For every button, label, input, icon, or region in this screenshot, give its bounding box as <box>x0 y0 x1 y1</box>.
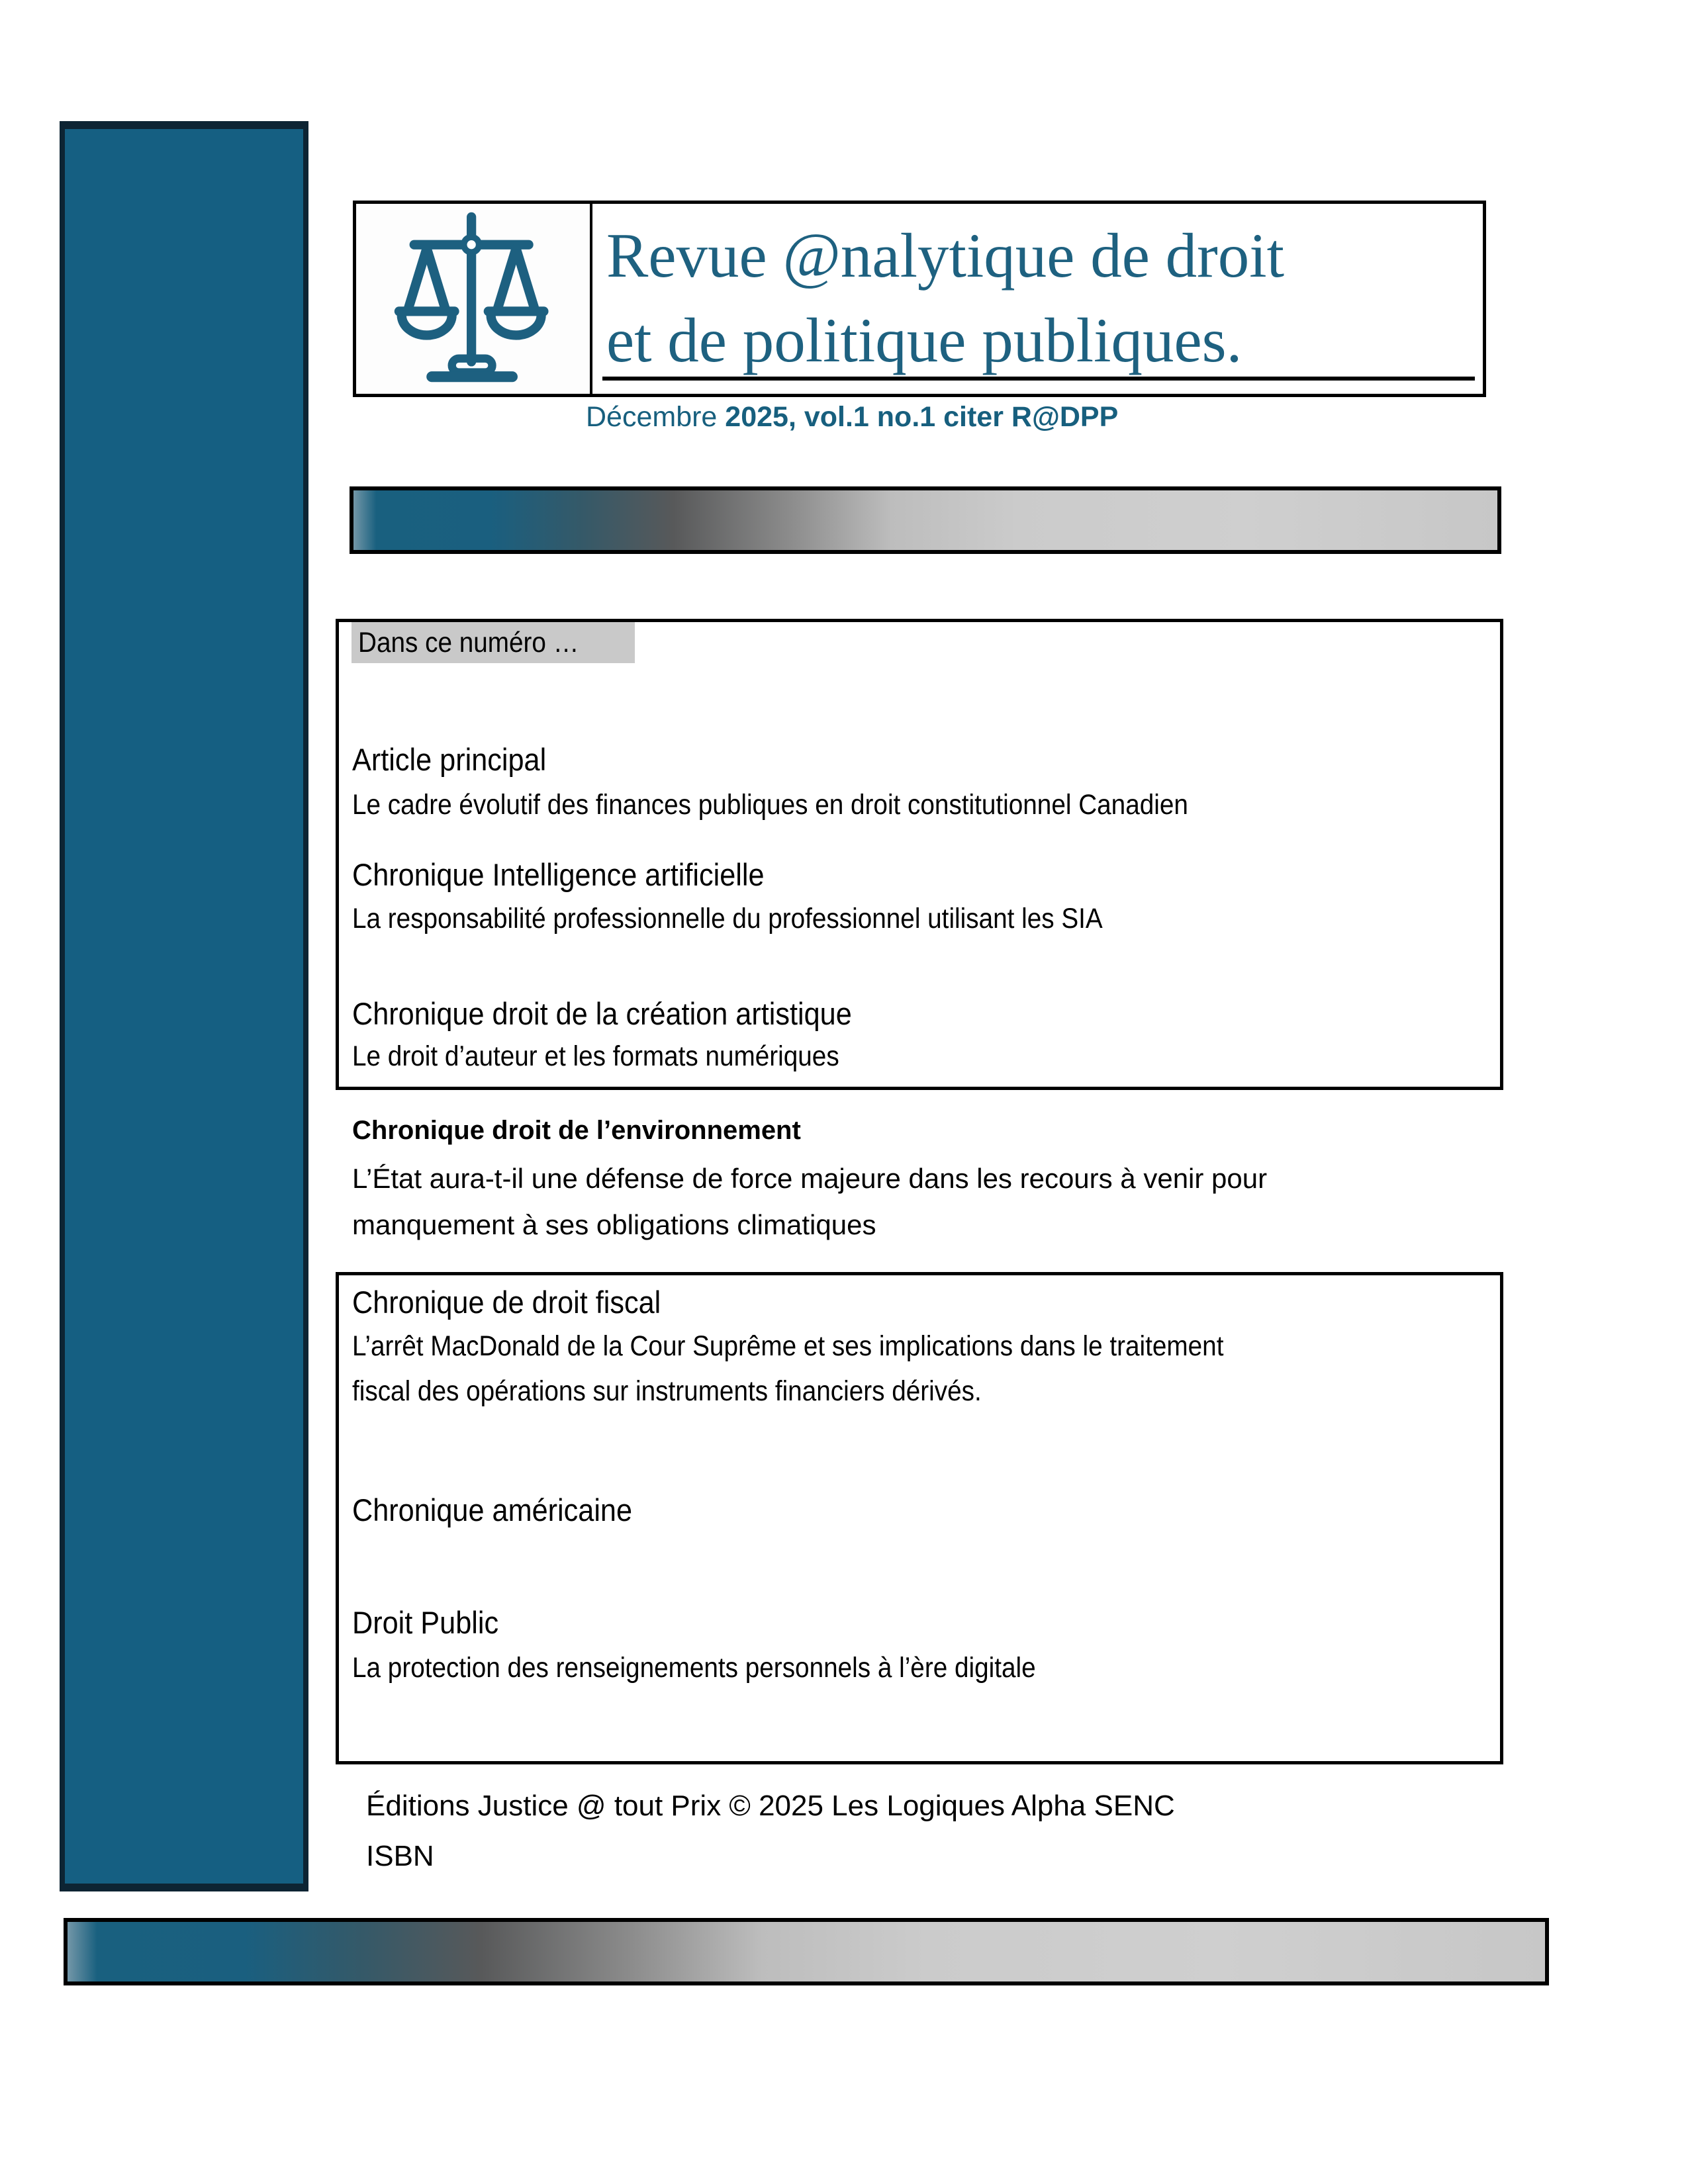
subtitle-article-principal: Le cadre évolutif des finances publiques en droit constitutionnel Canadien <box>352 789 1188 821</box>
journal-title <box>606 213 1477 383</box>
title-underline <box>602 377 1475 381</box>
subtitle-droit-fiscal-line1: L’arrêt MacDonald de la Cour Suprême et ses implications dans le traitement <box>352 1330 1224 1362</box>
toc-entry-heading <box>352 995 895 1032</box>
toc-entry-heading <box>352 1604 511 1641</box>
subtitle-environnement-line2: manquement à ses obligations climatiques <box>352 1209 876 1240</box>
toc-entry-subtitle <box>352 789 1281 821</box>
heading-chronique-ia: Chronique Intelligence artificielle <box>352 857 765 892</box>
issue-date-month: Décembre <box>586 401 726 433</box>
subtitle-environnement-line1: L’État aura-t-il une défense de force majeure dans les recours à venir pour <box>352 1163 1268 1194</box>
heading-chronique-americaine: Chronique américaine <box>352 1492 633 1527</box>
heading-environnement: Chronique droit de l’environnement <box>352 1116 801 1145</box>
toc-entry-heading <box>352 1284 688 1320</box>
journal-title-line2: et de politique publiques. <box>606 305 1243 375</box>
toc-entry-subtitle <box>352 1375 1051 1408</box>
logo-cell <box>356 204 592 394</box>
toc-entry-heading <box>352 741 563 778</box>
toc-entry-heading <box>352 856 800 893</box>
subtitle-droit-fiscal-line2: fiscal des opérations sur instruments financiers dérivés. <box>352 1375 982 1407</box>
toc-entry-heading <box>352 1492 657 1528</box>
bottom-gradient-bar <box>64 1918 1549 1985</box>
publisher-line: Éditions Justice @ tout Prix © 2025 Les Logiques Alpha SENC <box>366 1790 1175 1822</box>
top-gradient-bar <box>350 486 1501 554</box>
subtitle-chronique-ia: La responsabilité professionnelle du professionnel utilisant les SIA <box>352 903 1103 934</box>
masthead-box <box>353 201 1486 397</box>
subtitle-creation-artistique: Le droit d’auteur et les formats numériques <box>352 1040 839 1072</box>
heading-creation-artistique: Chronique droit de la création artistique <box>352 996 852 1031</box>
toc-entry-subtitle <box>352 1652 1111 1684</box>
toc-highlight-label: Dans ce numéro … <box>358 626 579 659</box>
isbn-label: ISBN <box>366 1840 434 1872</box>
left-accent-sidebar <box>60 121 308 1891</box>
toc-entry-subtitle <box>352 903 1186 935</box>
subtitle-droit-public: La protection des renseignements personnels à l’ère digitale <box>352 1652 1036 1684</box>
issue-date-line <box>586 401 1118 433</box>
issue-date-volume: 2025, vol.1 no.1 citer R@DPP <box>725 401 1119 433</box>
heading-article-principal: Article principal <box>352 742 547 777</box>
toc-entry-subtitle <box>352 1330 1321 1363</box>
toc-entry-subtitle <box>352 1040 893 1073</box>
scales-of-justice-icon <box>374 203 573 395</box>
heading-droit-public: Droit Public <box>352 1605 499 1640</box>
journal-title-line1: Revue @nalytique de droit <box>606 220 1285 291</box>
heading-droit-fiscal: Chronique de droit fiscal <box>352 1285 661 1320</box>
toc-highlight-title <box>352 622 635 663</box>
